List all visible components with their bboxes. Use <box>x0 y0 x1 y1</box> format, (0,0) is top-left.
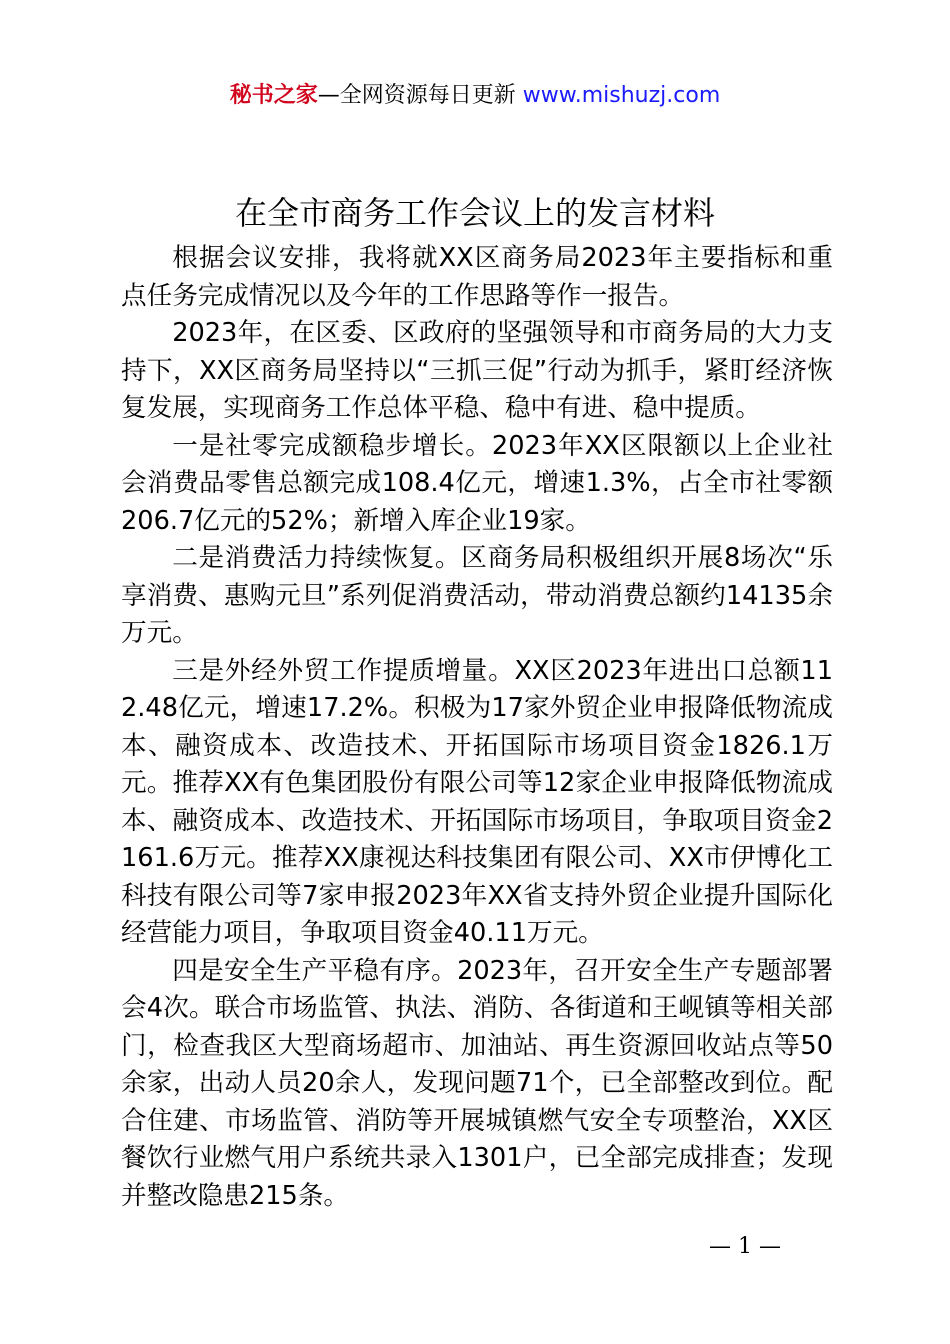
document-title: 在全市商务工作会议上的发言材料 <box>234 194 715 232</box>
site-watermark-header <box>0 80 950 112</box>
paragraph-overview: 2023年，在区委、区政府的坚强领导和市商务局的大力支持下，XX区商务局坚持以“三抓三促”行动为抓手，紧盯经济恢复发展，实现商务工作总体平稳、稳中有进、稳中提质。 <box>121 318 833 423</box>
paragraph-intro: 根据会议安排，我将就XX区商务局2023年主要指标和重点任务完成情况以及今年的工作思路等作一报告。 <box>121 243 833 311</box>
page-number: — 1 — <box>709 1234 781 1259</box>
paragraph-retail: 一是社零完成额稳步增长。2023年XX区限额以上企业社会消费品零售总额完成108.4亿元，增速1.3%，占全市社零额206.7亿元的52%；新增入库企业19家。 <box>121 430 833 536</box>
paragraph-safety: 四是安全生产平稳有序。2023年，召开安全生产专题部署会4次。联合市场监管、执法、消防、各街道和王岘镇等相关部门，检查我区大型商场超市、加油站、再生资源回收站点等50余家，出动人员20余人，发现问题71个，已全部整改到位。配合住建、市场监管、消防等开展城镇燃气安全专项整治，XX区餐饮行业燃气用户系统共录入1301户，已全部完成排查；发现并整改隐患215条。 <box>121 955 833 1211</box>
paragraph-consumption: 二是消费活力持续恢复。区商务局积极组织开展8场次“乐享消费、惠购元旦”系列促消费活动，带动消费总额约14135余万元。 <box>121 543 833 648</box>
site-url: www.mishuzj.com <box>522 83 721 108</box>
paragraph-foreign-trade: 三是外经外贸工作提质增量。XX区2023年进出口总额112.48亿元，增速17.2%。积极为17家外贸企业申报降低物流成本、融资成本、改造技术、开拓国际市场项目资金1826.1万元。推荐XX有色集团股份有限公司等12家企业申报降低物流成本、融资成本、改造技术、开拓国际市场项目，争取项目资金2161.6万元。推荐XX康视达科技集团有限公司、XX市伊博化工科技有限公司等7家申报2023年XX省支持外贸企业提升国际化经营能力项目，争取项目资金40.11万元。 <box>121 655 833 948</box>
site-tagline: —全网资源每日更新 <box>317 83 523 108</box>
document-body <box>121 240 833 1215</box>
site-brand: 秘书之家 <box>229 83 318 108</box>
